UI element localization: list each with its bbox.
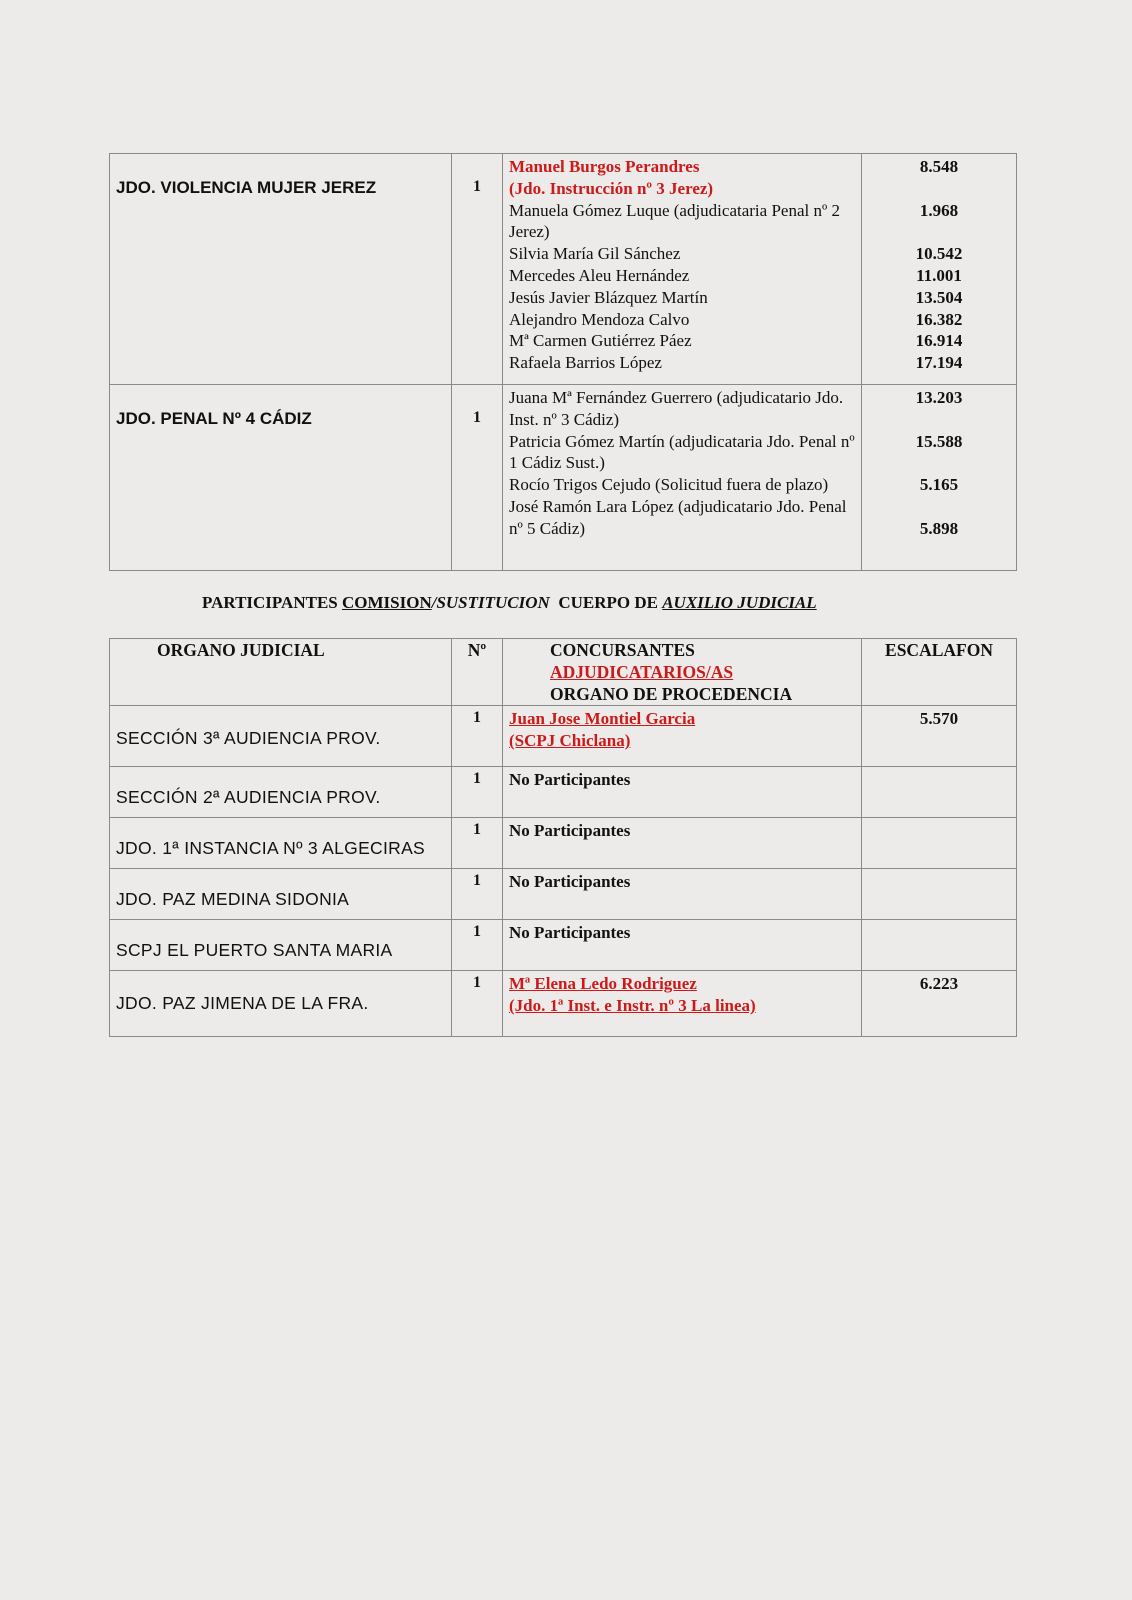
table-header-row — [110, 639, 1017, 706]
num-cell: 1 — [452, 818, 503, 869]
table-row — [110, 706, 1017, 767]
organo-cell: SECCIÓN 2ª AUDIENCIA PROV. — [110, 767, 452, 818]
list-item: José Ramón Lara López (adjudicatario Jdo. Penal nº 5 Cádiz) — [509, 496, 847, 538]
table-row — [110, 971, 1017, 1037]
organo-cell: JDO. PAZ MEDINA SIDONIA — [110, 869, 452, 920]
list-item: Jesús Javier Blázquez Martín — [509, 287, 708, 307]
escalafon-cell — [862, 869, 1017, 920]
table-row — [110, 869, 1017, 920]
num-cell: 1 — [452, 767, 503, 818]
concursantes-cell: No Participantes — [503, 920, 862, 971]
table-row — [110, 818, 1017, 869]
adjudicatario-origin: (Jdo. 1ª Inst. e Instr. nº 3 La linea) — [509, 996, 756, 1016]
escalafon-value: 5.898 — [919, 518, 959, 538]
escalafon-cell: 5.570 — [862, 706, 1017, 767]
adjudicatario-name: Manuel Burgos Perandres — [509, 157, 700, 176]
table-comision-1 — [109, 153, 1017, 571]
escalafon-cell — [862, 154, 1017, 385]
section-heading: PARTICIPANTES COMISION/SUSTITUCION CUERPO DE AUXILIO JUDICIAL — [202, 593, 817, 612]
escalafon-cell — [862, 920, 1017, 971]
concursantes-cell — [503, 154, 862, 385]
escalafon-value: 10.542 — [915, 244, 963, 264]
concursantes-cell: No Participantes — [503, 767, 862, 818]
list-item: Silvia María Gil Sánchez — [509, 244, 681, 264]
header-concursantes: CONCURSANTES ADJUDICATARIOS/AS ORGANO DE PROCEDENCIA — [503, 639, 862, 706]
table-row — [110, 767, 1017, 818]
escalafon-value: 15.588 — [915, 431, 963, 451]
escalafon-cell — [862, 385, 1017, 571]
list-item: Alejandro Mendoza Calvo — [509, 309, 690, 329]
organo-cell: SECCIÓN 3ª AUDIENCIA PROV. — [110, 706, 452, 767]
adjudicatario-name: Juan Jose Montiel Garcia — [509, 709, 696, 729]
escalafon-value: 8.548 — [919, 157, 959, 176]
list-item: Manuela Gómez Luque (adjudicataria Penal nº 2 Jerez) — [509, 200, 840, 242]
header-organo: ORGANO JUDICIAL — [110, 639, 452, 706]
organo-cell: JDO. VIOLENCIA MUJER JEREZ — [110, 154, 452, 385]
num-cell: 1 — [452, 920, 503, 971]
escalafon-value: 16.914 — [915, 331, 963, 351]
concursantes-cell — [503, 971, 862, 1037]
num-cell: 1 — [452, 706, 503, 767]
concursantes-cell: No Participantes — [503, 818, 862, 869]
list-item: Mª Carmen Gutiérrez Páez — [509, 331, 692, 351]
adjudicatario-name: Mª Elena Ledo Rodriguez — [509, 974, 697, 994]
table-comision-2 — [109, 638, 1017, 1037]
adjudicatario-origin: (SCPJ Chiclana) — [509, 731, 631, 751]
adjudicatario-origin: (Jdo. Instrucción nº 3 Jerez) — [509, 178, 714, 198]
num-cell: 1 — [452, 869, 503, 920]
table-row — [110, 920, 1017, 971]
escalafon-value: 1.968 — [919, 200, 959, 220]
header-escalafon: ESCALAFON — [862, 639, 1017, 706]
organo-cell: SCPJ EL PUERTO SANTA MARIA — [110, 920, 452, 971]
num-cell: 1 — [452, 971, 503, 1037]
escalafon-value: 11.001 — [916, 265, 962, 285]
escalafon-value: 16.382 — [915, 309, 963, 329]
table-row — [110, 385, 1017, 571]
escalafon-cell: 6.223 — [862, 971, 1017, 1037]
list-item: Juana Mª Fernández Guerrero (adjudicatario Jdo. Inst. nº 3 Cádiz) — [509, 388, 844, 429]
organo-cell: JDO. 1ª INSTANCIA Nº 3 ALGECIRAS — [110, 818, 452, 869]
escalafon-cell — [862, 818, 1017, 869]
header-num: Nº — [452, 639, 503, 706]
list-item: Rocío Trigos Cejudo (Solicitud fuera de plazo) — [509, 475, 829, 495]
escalafon-cell — [862, 767, 1017, 818]
table-row — [110, 154, 1017, 385]
concursantes-cell — [503, 706, 862, 767]
list-item: Mercedes Aleu Hernández — [509, 265, 690, 285]
escalafon-value: 13.504 — [915, 287, 963, 307]
escalafon-value: 17.194 — [915, 353, 963, 373]
list-item: Patricia Gómez Martín (adjudicataria Jdo. Penal nº 1 Cádiz Sust.) — [509, 431, 855, 473]
organo-cell: JDO. PAZ JIMENA DE LA FRA. — [110, 971, 452, 1037]
concursantes-cell — [503, 385, 862, 571]
num-cell: 1 — [452, 154, 503, 385]
organo-cell: JDO. PENAL Nº 4 CÁDIZ — [110, 385, 452, 571]
num-cell: 1 — [452, 385, 503, 571]
escalafon-value: 5.165 — [919, 475, 959, 495]
escalafon-value: 13.203 — [915, 388, 963, 407]
list-item: Rafaela Barrios López — [509, 353, 662, 373]
concursantes-cell: No Participantes — [503, 869, 862, 920]
